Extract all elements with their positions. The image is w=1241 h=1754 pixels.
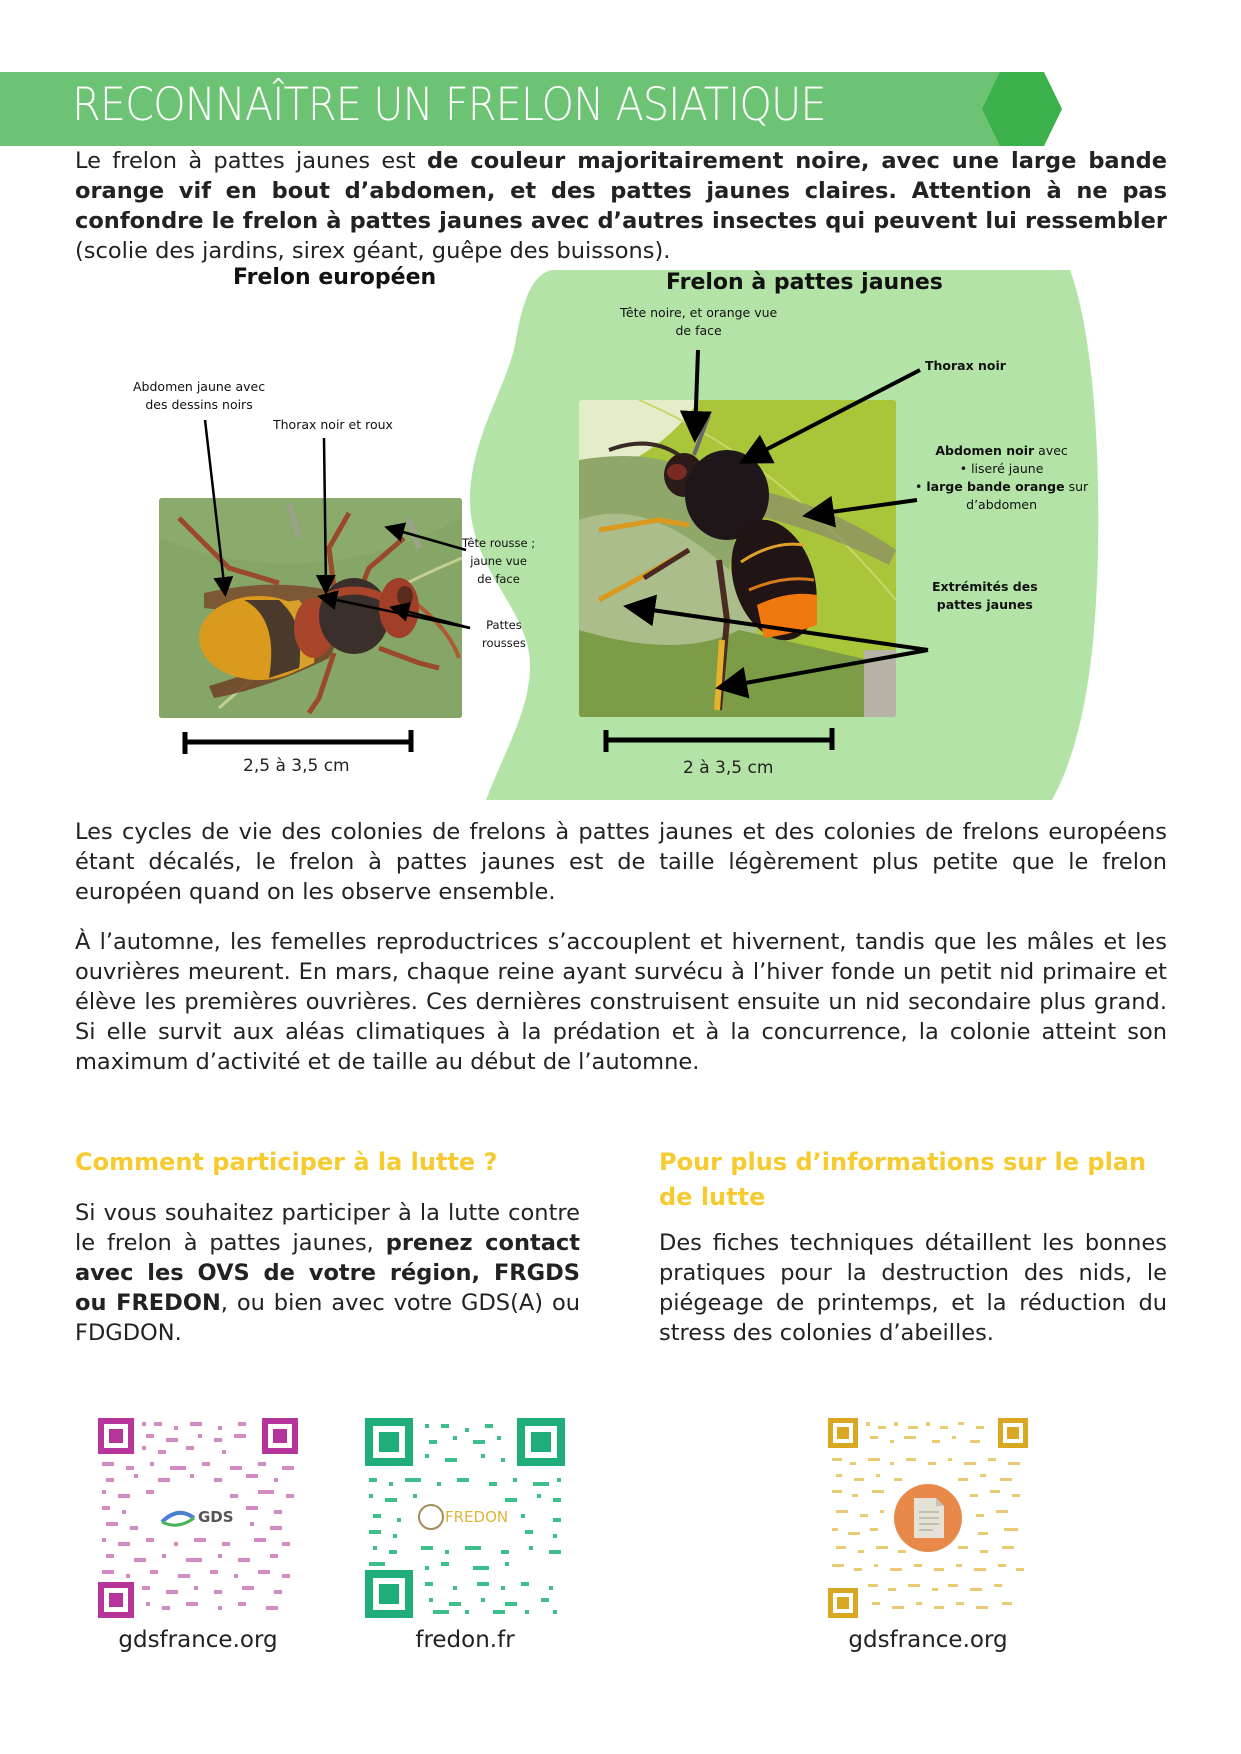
annotation-thorax-european: Thorax noir et roux [273, 417, 393, 432]
european-hornet-photo [159, 498, 462, 718]
annotation-line: Thorax noir [925, 358, 1006, 373]
annotation-bold: Abdomen noir [935, 443, 1035, 458]
qr-label-gds-documents[interactable]: gdsfrance.org [848, 1627, 1008, 1653]
asian-hornet-title: Frelon à pattes jaunes [666, 270, 943, 295]
annotation-line: de face [477, 572, 520, 586]
annotation-abdomen-european [133, 378, 265, 414]
life-cycle-paragraph: Les cycles de vie des colonies de frelons à pattes jaunes et des colonies de frelons européens étant décalés, le frelon à pattes jaunes est de taille légèrement plus petite que le frelon européen quand on les observe ensemble. [75, 819, 1167, 905]
annotation-line: des dessins noirs [145, 397, 253, 412]
scale-label-european: 2,5 à 3,5 cm [243, 756, 350, 776]
document-icon [914, 1498, 944, 1538]
participate-bold-text: prenez contact avec les OVS de votre région, FRGDS ou FREDON [75, 1230, 580, 1316]
svg-text:FREDON: FREDON [445, 1508, 509, 1526]
intro-text: Le frelon à pattes jaunes est [75, 148, 428, 174]
qr-label-fredon[interactable]: fredon.fr [415, 1627, 515, 1653]
annotation-line: d’abdomen [966, 497, 1038, 512]
qr-code-fredon[interactable] [365, 1418, 565, 1618]
participate-paragraph [75, 1198, 580, 1348]
annotation-line: Tête rousse ; [462, 536, 536, 550]
annotation-line: Pattes [486, 618, 522, 632]
annotation-text: avec [1034, 443, 1068, 458]
annotation-line: de face [675, 323, 722, 338]
participate-text: Si vous souhaitez participer à la lutte contre le frelon à pattes jaunes, [75, 1200, 580, 1256]
annotation-line: Tête noire, et orange vue [620, 305, 778, 320]
annotation-line [915, 442, 1088, 460]
annotation-text: liseré jaune [971, 461, 1044, 476]
annotation-abdomen-asian [915, 442, 1088, 514]
intro-bold-text: de couleur majoritairement noire, avec une large bande orange vif en bout d’abdomen, et des pattes jaunes claires. Attention à ne pas confondre le frelon à pattes jaunes avec d’autres insectes qui peuvent lui ressembler [75, 148, 1167, 234]
annotation-thorax-asian [925, 357, 1006, 375]
svg-text:GDS: GDS [198, 1508, 234, 1526]
intro-paragraph [75, 146, 1167, 266]
annotation-bold: large bande orange [926, 479, 1065, 494]
annotation-head-european [462, 534, 535, 588]
page-title: RECONNAÎTRE UN FRELON ASIATIQUE [72, 78, 826, 131]
scale-label-asian: 2 à 3,5 cm [683, 758, 774, 778]
annotation-head-asian [620, 304, 777, 340]
more-info-paragraph: Des fiches techniques détaillent les bonnes pratiques pour la destruction des nids, le piégeage de printemps, et la réduction du stress des colonies d’abeilles. [659, 1230, 1167, 1346]
annotation-line: rousses [482, 636, 526, 650]
intro-text-end: (scolie des jardins, sirex géant, guêpe des buissons). [75, 238, 671, 264]
annotation-line: Abdomen jaune avec [133, 379, 266, 394]
annotation-legs-asian [932, 578, 1038, 614]
annotation-line: jaune vue [470, 554, 527, 568]
qr-code-documents[interactable] [828, 1418, 1028, 1618]
more-info-heading: Pour plus d’informations sur le plan de lutte [659, 1148, 1147, 1211]
annotation-legs-european [482, 616, 526, 652]
participate-heading: Comment participer à la lutte ? [75, 1148, 498, 1176]
hornet-comparison-figure [0, 265, 1241, 810]
annotation-bullet: • liseré jaune [959, 461, 1044, 476]
annotation-text: sur [1064, 479, 1089, 494]
participate-text-end: , ou bien avec votre GDS(A) ou FDGDON. [75, 1290, 580, 1346]
hexagon-icon [982, 72, 1062, 146]
annotation-bold: pattes jaunes [936, 597, 1033, 612]
qr-code-gds[interactable] [98, 1418, 298, 1618]
annotation-bold: Extrémités des [932, 579, 1038, 594]
autumn-paragraph: À l’automne, les femelles reproductrices s’accouplent et hivernent, tandis que les mâles et les ouvrières meurent. En mars, chaque reine ayant survécu à l’hiver fonde un petit nid primaire et élève les premières ouvrières. Ces dernières construisent ensuite un nid secondaire plus grand. Si elle survit aux aléas climatiques à la prédation et à la concurrence, la colonie atteint son maximum d’activité et de taille au début de l’automne. [75, 929, 1167, 1075]
european-hornet-title: Frelon européen [233, 265, 437, 290]
asian-hornet-photo [579, 400, 896, 717]
annotation-bullet: • large bande orange sur [915, 479, 1089, 494]
qr-label-gds[interactable]: gdsfrance.org [118, 1627, 278, 1653]
